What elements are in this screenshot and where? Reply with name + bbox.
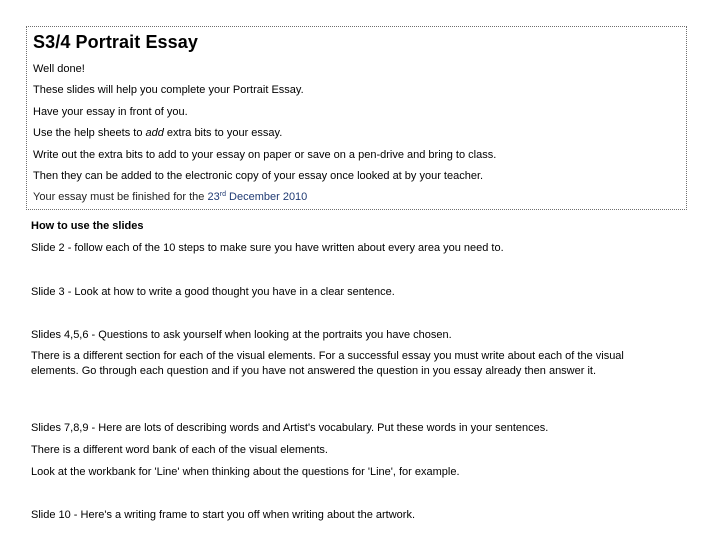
deadline-ordinal: rd (219, 191, 226, 198)
electronic-copy-line: Then they can be added to the electronic copy of your essay once looked at by your teacher. (33, 170, 484, 182)
help-emphasis: add (145, 127, 164, 139)
slide-10-text: Slide 10 - Here's a writing frame to start you off when writing about the artwork. (31, 509, 416, 521)
intro-line-2: These slides will help you complete your Portrait Essay. (33, 84, 304, 96)
help-suffix: extra bits to your essay. (163, 127, 283, 139)
intro-line-1: Well done! (33, 63, 85, 75)
deadline-day: 23 (207, 191, 220, 203)
word-bank-text: There is a different word bank of each of the visual elements. (31, 444, 328, 456)
slides-789-text: Slides 7,8,9 - Here are lots of describing words and Artist's vocabulary. Put these words in your sentences. (31, 422, 549, 434)
slides-456-text: Slides 4,5,6 - Questions to ask yourself when looking at the portraits you have chosen. (31, 329, 452, 341)
slides-456-detail: There is a different section for each of the visual elements. For a successful essay you must write about each of the visual elements. Go through each question and if you have not answered the question in you essay already then answer it. (31, 350, 624, 377)
deadline-month-year: December 2010 (225, 191, 308, 203)
deadline-prefix: Your essay must be finished for the (33, 191, 208, 203)
deadline-line (33, 191, 307, 203)
help-sheets-line (33, 127, 282, 139)
write-out-line: Write out the extra bits to add to your essay on paper or save on a pen-drive and bring to class. (33, 149, 497, 161)
page-title: S3/4 Portrait Essay (33, 32, 198, 52)
workbank-text: Look at the workbank for 'Line' when thinking about the questions for 'Line', for example. (31, 466, 460, 478)
intro-line-3: Have your essay in front of you. (33, 106, 188, 118)
section-heading: How to use the slides (31, 220, 144, 232)
help-prefix: Use the help sheets to (33, 127, 146, 139)
summary-box (26, 26, 687, 210)
slide-2-text: Slide 2 - follow each of the 10 steps to make sure you have written about every area you need to. (31, 242, 504, 254)
slide-3-text: Slide 3 - Look at how to write a good thought you have in a clear sentence. (31, 286, 395, 298)
